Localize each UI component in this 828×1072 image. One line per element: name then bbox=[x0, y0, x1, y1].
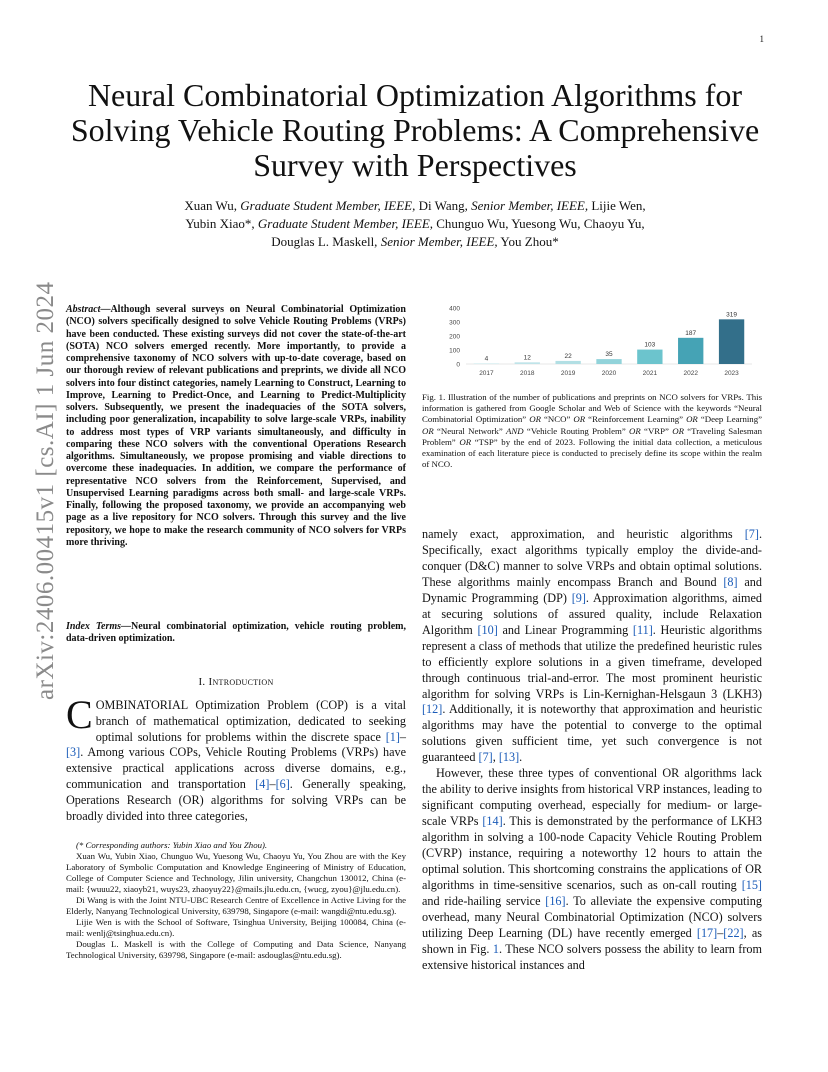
x-tick-label: 2023 bbox=[724, 370, 739, 377]
caption-operator: OR bbox=[573, 414, 586, 425]
body-text: . These NCO solvers possess the ability to learn from extensive historical instances and bbox=[422, 941, 762, 972]
bar bbox=[474, 363, 499, 364]
bar bbox=[678, 338, 703, 364]
body-text: . Specifically, exact algorithms typically employ the divide-and-conquer (D&C) manner to solve VRPs and obtain optimal solutions. These algorithms mainly encompass Branch and Bound bbox=[422, 527, 762, 589]
author: Di Wang, bbox=[415, 198, 472, 213]
bar bbox=[637, 350, 662, 364]
citation-link[interactable]: [13] bbox=[498, 750, 520, 765]
footnote: Lijie Wen is with the School of Software, Tsinghua University, Beijing 100084, China (e-mail: wenlj@tsinghua.edu.cn). bbox=[66, 917, 406, 938]
citation-link[interactable]: [6] bbox=[275, 776, 290, 791]
citation-link[interactable]: [17] bbox=[696, 925, 718, 940]
caption-operator: OR bbox=[686, 414, 698, 425]
caption-text: Fig. 1. Illustration of the number of publications and preprints on NCO solvers for VRPs. This information is gathered from Google Scholar and Web of Science with the keywords “Neural Combinatorial Optimization” bbox=[422, 392, 762, 425]
caption-text: “TSP” by the end of 2023. Following the initial data collection, a meticulous examination of each literature piece is conducted to precisely define its scope within the realm of NCO. bbox=[422, 436, 762, 470]
figure-link[interactable]: 1 bbox=[492, 941, 499, 956]
index-terms bbox=[66, 621, 406, 645]
caption-operator: OR bbox=[629, 425, 641, 436]
right-column-body bbox=[422, 527, 762, 974]
footnotes bbox=[66, 840, 406, 961]
author-line-1 bbox=[120, 197, 710, 215]
citation-link[interactable]: [11] bbox=[632, 622, 653, 637]
page-number: 1 bbox=[759, 34, 764, 44]
citation-link[interactable]: [22] bbox=[723, 925, 744, 940]
body-text: , as shown in Fig. bbox=[422, 925, 762, 956]
body-text: and ride-hailing service bbox=[422, 893, 546, 908]
data-label: 22 bbox=[564, 352, 572, 360]
author-line-2 bbox=[120, 215, 710, 233]
index-terms-label: Index Terms bbox=[66, 621, 122, 632]
author-role: Graduate Student Member, IEEE, bbox=[240, 198, 416, 213]
author: Chunguo Wu, Yuesong Wu, Chaoyu Yu, bbox=[433, 216, 645, 231]
y-tick-label: 200 bbox=[449, 333, 460, 341]
y-tick-label: 0 bbox=[456, 361, 460, 369]
caption-operator: OR bbox=[422, 425, 434, 436]
x-tick-label: 2017 bbox=[479, 370, 494, 377]
body-text: namely exact, approximation, and heuristic algorithms bbox=[422, 527, 745, 541]
author-list bbox=[120, 197, 710, 251]
arxiv-id: arXiv:2406.00415v1 [cs.AI] 1 Jun 2024 bbox=[32, 281, 59, 700]
caption-text: “NCO” bbox=[540, 414, 574, 425]
abstract-text: —Although several surveys on Neural Combinatorial Optimization (NCO) solvers specifically designed to solve Vehicle Routing Problems (VRPs) have been conducted. These existing surveys did not cover the state-of-the-art (SOTA) NCO solvers emerged recently. More importantly, to provide a comprehensive taxonomy of NCO solvers with up-to-date coverage, based on our thorough review of relevant publications and preprints, we divide all NCO solvers into four distinct categories, namely Learning to Construct, Learning to Improve, Learning to Predict-Once, and Learning to Predict-Multiplicity solvers. Subsequently, we present the inadequacies of the SOTA solvers, including poor generalization, incapability to solve large-scale VRPs, inability to address most types of VRP variants simultaneously, and difficulty in comparing these NCO solvers with the conventional Operations Research algorithms. Simultaneously, we propose promising and viable directions to overcome these inadequacies. In addition, we compare the performance of representative NCO solvers from the Reinforcement, Supervised, and Unsupervised Learning paradigms across both small- and large-scale VRPs. Finally, following the proposed taxonomy, we provide an accompanying web page as a live repository for NCO solvers. Through this survey and the live repository, we hope to make the research community of NCO solvers for VRPs more thriving. bbox=[66, 304, 406, 548]
index-terms-text: —Neural combinatorial optimization, vehicle routing problem, data-driven optimization. bbox=[66, 621, 406, 645]
publications-bar-chart bbox=[432, 300, 762, 382]
citation-link[interactable]: [7] bbox=[478, 750, 493, 765]
body-text: . To alleviate the expensive computing overhead, many Neural Combinatorial Optimization (NCO) solvers utilizing Deep Learning (DL) have recently emerged bbox=[422, 893, 762, 940]
paper-title: Neural Combinatorial Optimization Algorithms for Solving Vehicle Routing Problems: A Comprehensive Survey with Perspectives bbox=[70, 77, 760, 183]
body-text: . Heuristic algorithms represent a class of methods that utilize the predefined heuristic rules to efficiently explore solutions in a given timeframe, developed through continuous trial-and-error. The most prominent heuristic algorithm for solving VRPs is Lin-Kernighan-Helsgaun 3 (LKH3) bbox=[422, 622, 762, 701]
arxiv-stamp bbox=[12, 281, 59, 700]
citation-link[interactable]: [8] bbox=[723, 574, 738, 589]
intro-text: . Generally speaking, Operations Research (OR) algorithms for solving VRPs can be broadly divided into three categories, bbox=[66, 776, 407, 823]
intro-text: – bbox=[399, 729, 406, 744]
intro-text: – bbox=[269, 776, 276, 791]
citation-link[interactable]: [4] bbox=[255, 776, 270, 791]
figure-caption bbox=[422, 392, 762, 470]
bar bbox=[555, 361, 580, 364]
body-paragraph bbox=[422, 527, 762, 766]
intro-text: OMBINATORIAL Optimization Problem (COP) is a vital branch of mathematical optimization, dedicated to seeking optimal solutions for problems within the discrete space bbox=[95, 698, 406, 744]
bar bbox=[596, 359, 621, 364]
y-tick-label: 400 bbox=[449, 305, 460, 313]
author: Xuan Wu, bbox=[184, 198, 241, 213]
caption-text: “Deep Learning” bbox=[697, 414, 762, 425]
data-label: 319 bbox=[726, 311, 738, 319]
citation-link[interactable]: [10] bbox=[477, 622, 498, 637]
citation-link[interactable]: [14] bbox=[482, 814, 503, 829]
abstract-label: Abstract bbox=[66, 304, 101, 315]
intro-paragraph bbox=[66, 692, 407, 824]
citation-link[interactable]: [1] bbox=[385, 729, 400, 744]
author: Yubin Xiao*, bbox=[185, 216, 258, 231]
y-tick-label: 100 bbox=[449, 347, 460, 355]
section-title: Introduction bbox=[208, 676, 274, 688]
x-tick-label: 2019 bbox=[560, 370, 576, 377]
footnote: Di Wang is with the Joint NTU-UBC Research Centre of Excellence in Active Living for the Elderly, Nanyang Technological University, 639798, Singapore (e-mail: wangdi@ntu.edu.sg). bbox=[66, 895, 406, 916]
author-role: Senior Member, IEEE, bbox=[471, 198, 589, 213]
body-text: – bbox=[717, 925, 724, 940]
author: You Zhou* bbox=[497, 234, 559, 249]
footnote-corresponding: (* Corresponding authors: Yubin Xiao and You Zhou). bbox=[76, 840, 268, 850]
data-label: 4 bbox=[484, 355, 489, 363]
footnote: Xuan Wu, Yubin Xiao, Chunguo Wu, Yuesong Wu, Chaoyu Yu, You Zhou are with the Key Laboratory of Symbolic Computation and Knowledge Engineering of Ministry of Education, College of Computer Science and Technology, Jilin university, Changchun 130012, China (e-mail: {wuuu22, xiaoyb21, wuys23, zhaoyuy22}@mails.jlu.edu.cn, {wucg, zyou}@jlu.edu.cn). bbox=[66, 851, 406, 894]
body-text: . Additionally, it is noteworthy that approximation and heuristic algorithms may have the potential to converge to the optimal solutions given sufficient time, yet such convergence is not guaranteed bbox=[422, 702, 762, 765]
abstract bbox=[66, 304, 406, 549]
caption-operator: AND bbox=[506, 425, 524, 436]
x-tick-label: 2018 bbox=[520, 370, 535, 377]
data-label: 103 bbox=[644, 341, 656, 349]
author-role: Senior Member, IEEE, bbox=[380, 234, 498, 249]
caption-text: “Vehicle Routing Problem” bbox=[523, 425, 630, 436]
body-text: and Dynamic Programming (DP) bbox=[422, 574, 762, 605]
intro-text: . Among various COPs, Vehicle Routing Problems (VRPs) have extensive practical applications across diverse domains, e.g., communication and transportation bbox=[66, 745, 406, 791]
body-paragraph bbox=[422, 766, 762, 973]
x-tick-label: 2021 bbox=[642, 370, 658, 377]
caption-operator: OR bbox=[459, 436, 472, 447]
data-label: 187 bbox=[685, 329, 697, 337]
bar bbox=[719, 319, 744, 364]
footnote: Douglas L. Maskell is with the College of Computing and Data Science, Nanyang Technological University, 639798, Singapore (e-mail: asdouglas@ntu.edu.sg). bbox=[66, 939, 406, 960]
x-tick-label: 2022 bbox=[683, 370, 698, 377]
section-numeral: I. bbox=[198, 676, 209, 688]
body-text: . bbox=[519, 750, 523, 765]
body-text: and Linear Programming bbox=[497, 622, 633, 637]
caption-text: “Reinforcement Learning” bbox=[585, 414, 687, 425]
citation-link[interactable]: [7] bbox=[744, 527, 759, 541]
citation-link[interactable]: [12] bbox=[422, 702, 443, 717]
caption-operator: OR bbox=[672, 425, 684, 436]
citation-link[interactable]: [9] bbox=[571, 590, 586, 605]
data-label: 35 bbox=[605, 351, 613, 359]
citation-link[interactable]: [3] bbox=[66, 745, 81, 760]
author-line-3 bbox=[120, 233, 710, 251]
caption-text: “Traveling Salesman Problem” bbox=[422, 425, 762, 447]
caption-text: “VRP” bbox=[640, 425, 673, 436]
data-label: 12 bbox=[523, 354, 531, 362]
citation-link[interactable]: [16] bbox=[545, 893, 566, 908]
caption-operator: OR bbox=[529, 414, 541, 425]
y-tick-label: 300 bbox=[449, 319, 460, 327]
author-role: Graduate Student Member, IEEE, bbox=[257, 216, 434, 231]
section-heading bbox=[66, 676, 406, 688]
body-text: . Approximation algorithms, aimed at securing solutions of assured quality, include Relaxation Algorithm bbox=[422, 590, 762, 637]
drop-cap: C bbox=[66, 692, 93, 737]
author: Douglas L. Maskell, bbox=[271, 234, 381, 249]
body-text: , bbox=[492, 750, 499, 765]
author: Lijie Wen, bbox=[588, 198, 646, 213]
x-tick-label: 2020 bbox=[601, 370, 617, 377]
bar bbox=[515, 362, 540, 364]
body-text: However, these three types of conventional OR algorithms lack the ability to derive insights from historical VRP instances, leading to significant computing overhead, especially for medium- or large-scale VRPs bbox=[422, 766, 762, 829]
body-text: . This is demonstrated by the performance of LKH3 algorithm in solving a 100-node Capacity Vehicle Routing Problem (CVRP) instance, requiring a noteworthy 12 hours to attain the optimal solution. This shortcoming constrains the applications of OR algorithms in time-sensitive scenarios, such as on-call routing bbox=[422, 814, 762, 892]
caption-text: “Neural Network” bbox=[433, 425, 507, 436]
citation-link[interactable]: [15] bbox=[741, 877, 762, 892]
